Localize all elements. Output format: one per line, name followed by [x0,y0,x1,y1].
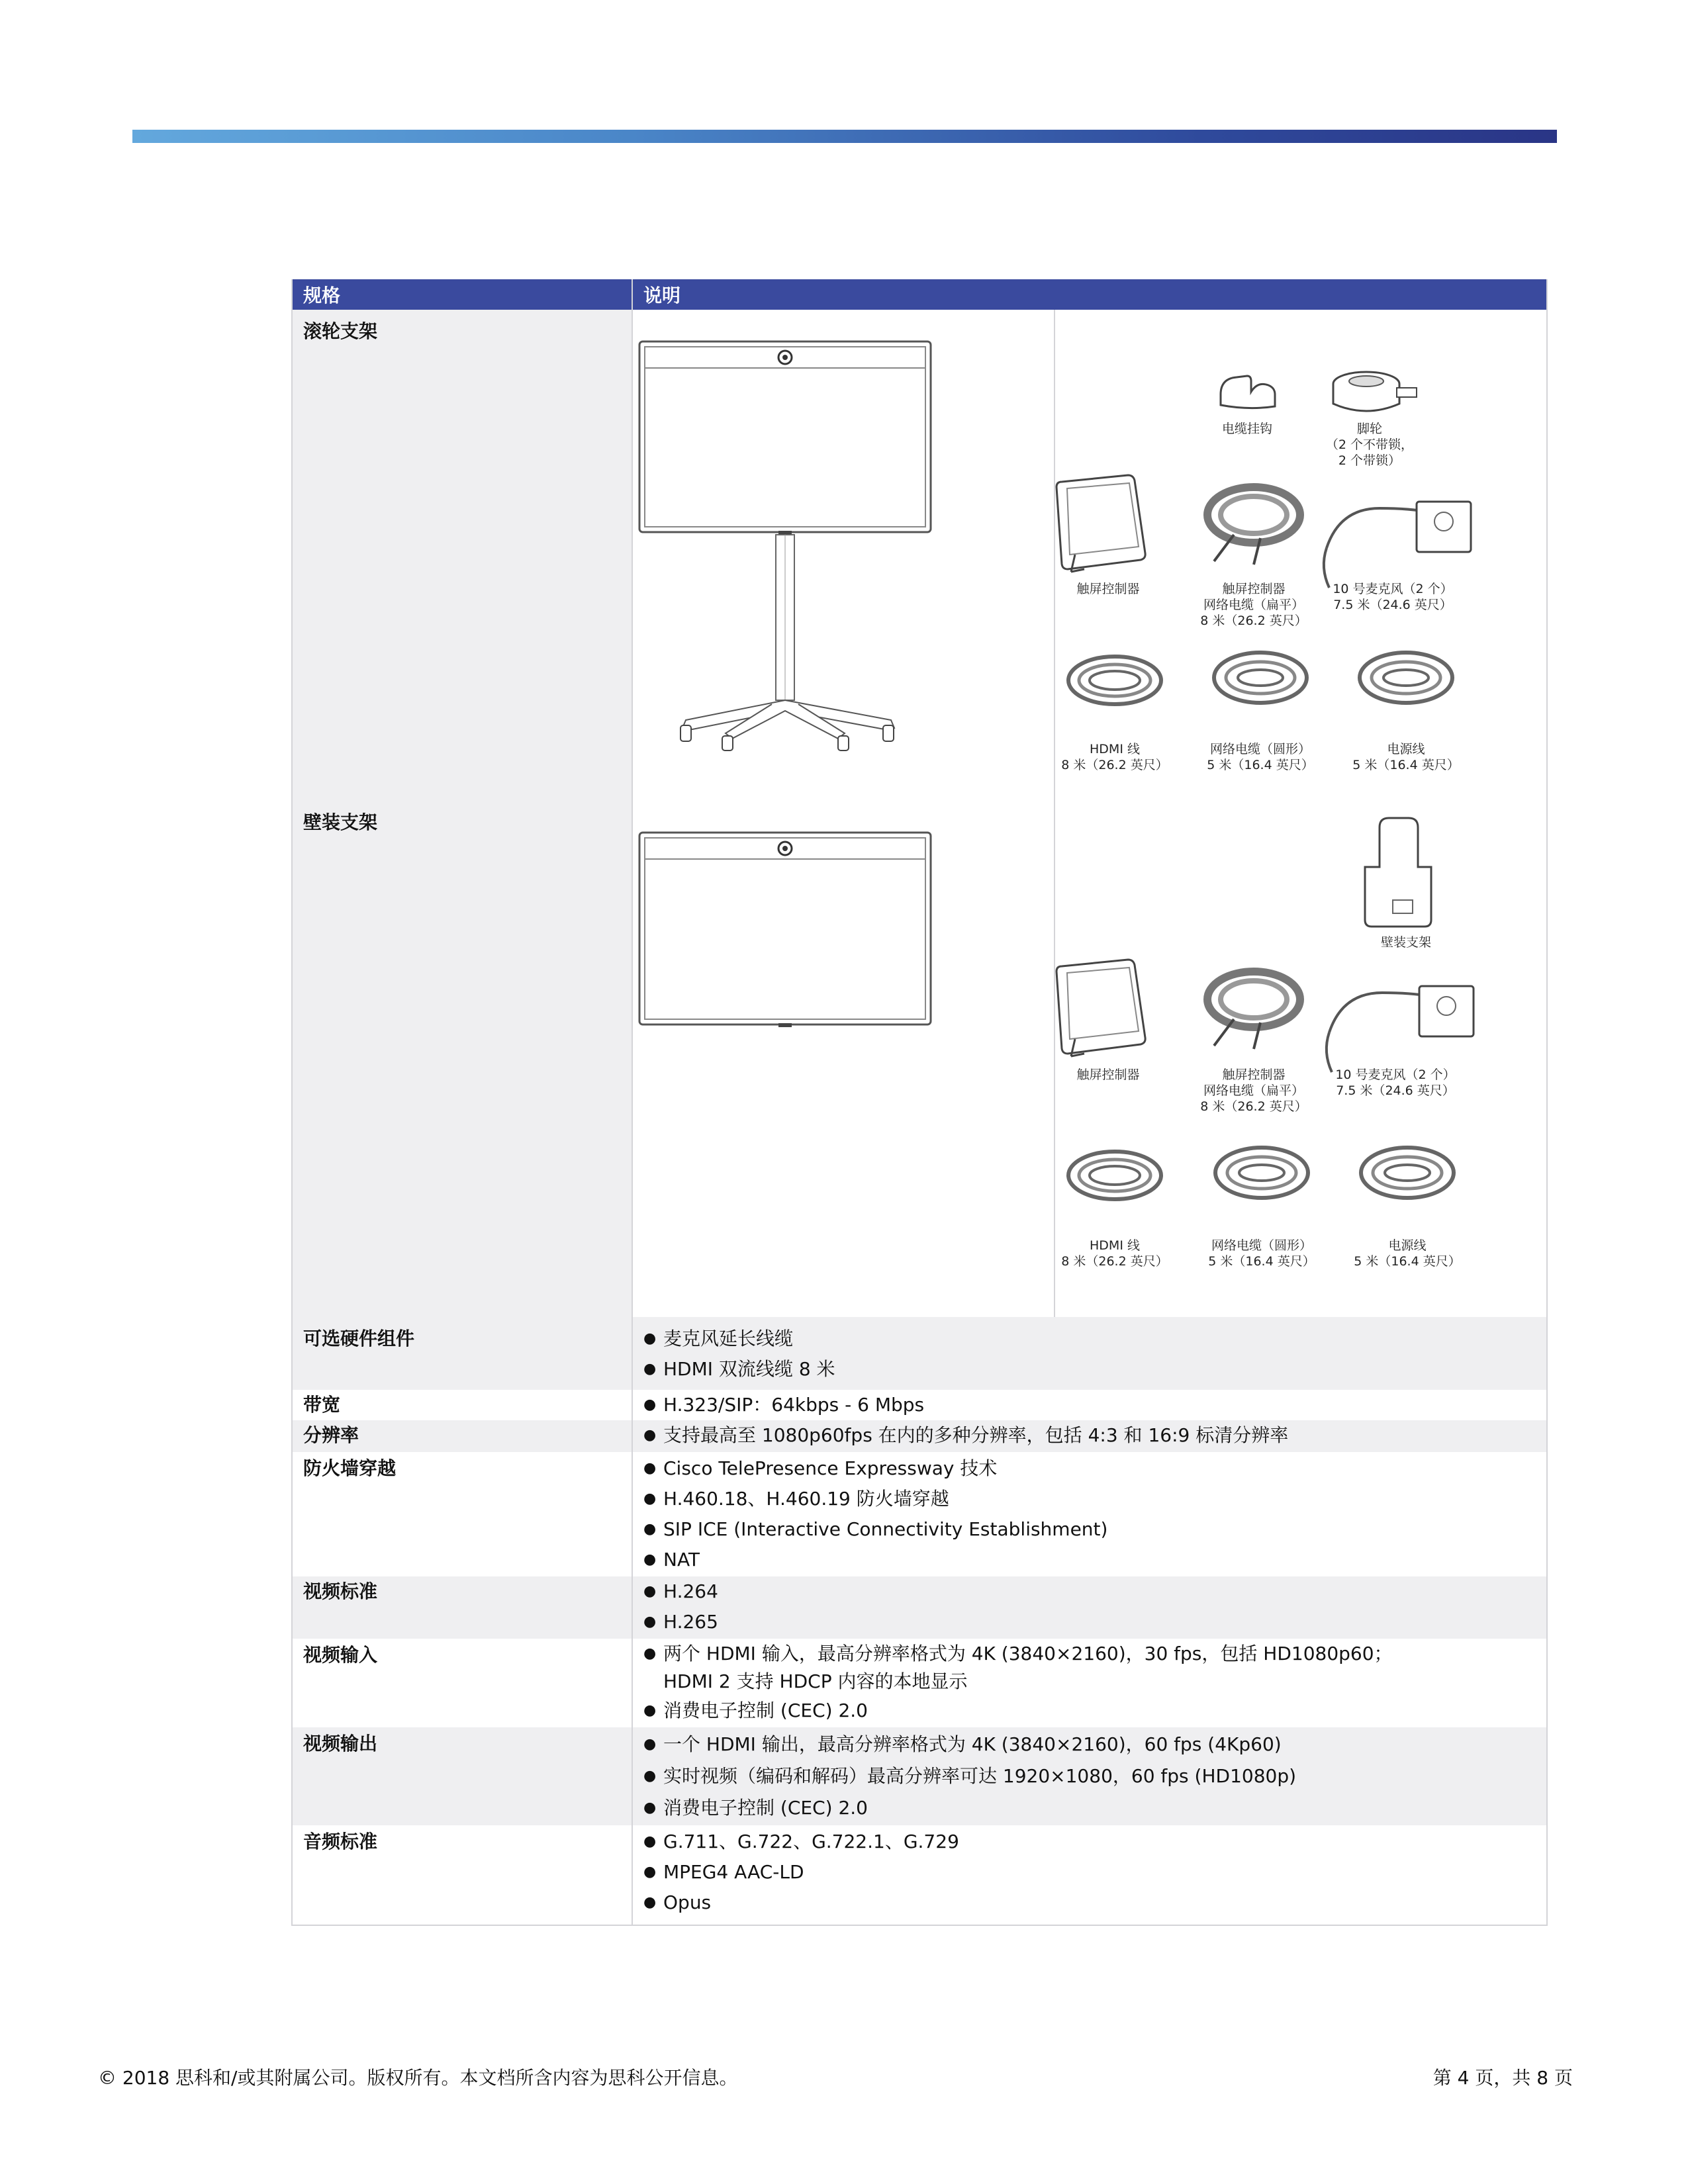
row-label: 分辨率 [292,1420,632,1452]
accessory-network-cable: 网络电缆（圆形） 5 米（16.4 英尺） [1207,742,1314,772]
list-item: ● G.711、G.722、G.722.1、G.729 [643,1827,1546,1857]
accessory-touch-controller: 触屏控制器 [1076,1068,1140,1082]
row-stand [292,310,1547,801]
list-item: ● 消费电子控制 (CEC) 2.0 [643,1792,1546,1824]
list-item: ● 支持最高至 1080p60fps 在内的多种分辨率，包括 4:3 和 16:9 标清分辨率 [643,1420,1546,1451]
stand-images [632,310,1547,801]
rolling-stand-drawing [633,310,1054,792]
accessory-controller-cable: 触屏控制器 网络电缆（扁平） 8 米（26.2 英尺） [1200,1068,1307,1114]
row-optional-hardware [292,1317,1547,1390]
accessory-power-cable: 电源线 5 米（16.4 英尺） [1352,742,1460,772]
spec-table [291,279,1548,1926]
row-value [632,1576,1547,1639]
row-label: 音频标准 [292,1825,632,1925]
row-label: 视频标准 [292,1576,632,1639]
stand-display-illustration [633,310,1055,801]
accessory-power-cable: 电源线 5 米（16.4 英尺） [1354,1238,1461,1269]
accessory-cable-hook: 电缆挂钩 [1221,422,1272,436]
row-label: 防火墙穿越 [292,1452,632,1576]
row-value [632,1390,1547,1420]
row-label: 滚轮支架 [292,310,632,801]
row-firewall [292,1452,1547,1576]
list-item: ● 消费电子控制 (CEC) 2.0 [643,1696,1546,1726]
list-item: ● Cisco TelePresence Expressway 技术 [643,1453,1546,1484]
row-value [632,1317,1547,1390]
header-gradient-bar [132,130,1557,143]
row-value [632,1639,1547,1727]
row-label: 带宽 [292,1390,632,1420]
row-value [632,1420,1547,1452]
list-item: ● 麦克风延长线缆 [643,1324,1546,1354]
list-item: ● 一个 HDMI 输出，最高分辨率格式为 4K (3840×2160)，60 fps (4Kp60) [643,1729,1546,1760]
row-video-input [292,1639,1547,1727]
accessory-microphone: 10 号麦克风（2 个） 7.5 米（24.6 英尺） [1333,582,1453,612]
list-item: ● Opus [643,1888,1546,1918]
accessory-wall-bracket: 壁装支架 [1380,935,1431,950]
row-label: 壁装支架 [292,801,632,1317]
accessory-network-cable: 网络电缆（圆形） 5 米（16.4 英尺） [1208,1238,1315,1269]
list-item: ● H.460.18、H.460.19 防火墙穿越 [643,1484,1546,1514]
header-spec: 规格 [292,279,632,310]
header-desc: 说明 [632,279,1547,310]
accessory-drawings [1055,310,1558,792]
row-label: 视频输出 [292,1727,632,1825]
row-video-standards [292,1576,1547,1639]
wall-display-illustration [633,801,1055,1317]
accessory-controller-cable: 触屏控制器 网络电缆（扁平） 8 米（26.2 英尺） [1200,582,1307,628]
stand-accessories [1055,310,1546,801]
table-header-row [292,279,1547,310]
accessory-microphone: 10 号麦克风（2 个） 7.5 米（24.6 英尺） [1335,1068,1456,1098]
wall-mount-drawing [633,801,1054,1308]
footer-page-number: 第 4 页，共 8 页 [1432,2067,1573,2089]
list-item: ● SIP ICE (Interactive Connectivity Establishment) [643,1514,1546,1545]
row-value [632,1825,1547,1925]
list-item: ● 实时视频（编码和解码）最高分辨率可达 1920×1080，60 fps (HD1080p) [643,1760,1546,1792]
footer-copyright: © 2018 思科和/或其附属公司。版权所有。本文档所含内容为思科公开信息。 [98,2067,738,2089]
accessory-hdmi-cable: HDMI 线 8 米（26.2 英尺） [1061,742,1168,772]
row-wall-mount [292,801,1547,1317]
wall-accessory-drawings [1055,801,1558,1308]
accessory-touch-controller: 触屏控制器 [1076,582,1140,596]
list-item: ● NAT [643,1545,1546,1575]
row-bandwidth [292,1390,1547,1420]
row-label: 视频输入 [292,1639,632,1727]
list-item: ● H.323/SIP：64kbps - 6 Mbps [643,1390,1546,1420]
accessory-hdmi-cable: HDMI 线 8 米（26.2 英尺） [1061,1238,1168,1269]
wall-images [632,801,1547,1317]
row-audio-standards [292,1825,1547,1925]
row-video-output [292,1727,1547,1825]
row-value [632,1452,1547,1576]
list-item: ● H.265 [643,1607,1546,1637]
wall-accessories [1055,801,1546,1317]
row-value [632,1727,1547,1825]
list-item: ● HDMI 双流线缆 8 米 [643,1354,1546,1385]
row-resolution [292,1420,1547,1452]
row-label: 可选硬件组件 [292,1317,632,1390]
accessory-caster: 脚轮 （2 个不带锁， 2 个带锁） [1325,422,1414,468]
list-item: ● H.264 [643,1576,1546,1607]
list-item: ● MPEG4 AAC-LD [643,1857,1546,1888]
list-item: ● 两个 HDMI 输入，最高分辨率格式为 4K (3840×2160)，30 fps，包括 HD1080p60； HDMI 2 支持 HDCP 内容的本地显示 [643,1640,1546,1696]
